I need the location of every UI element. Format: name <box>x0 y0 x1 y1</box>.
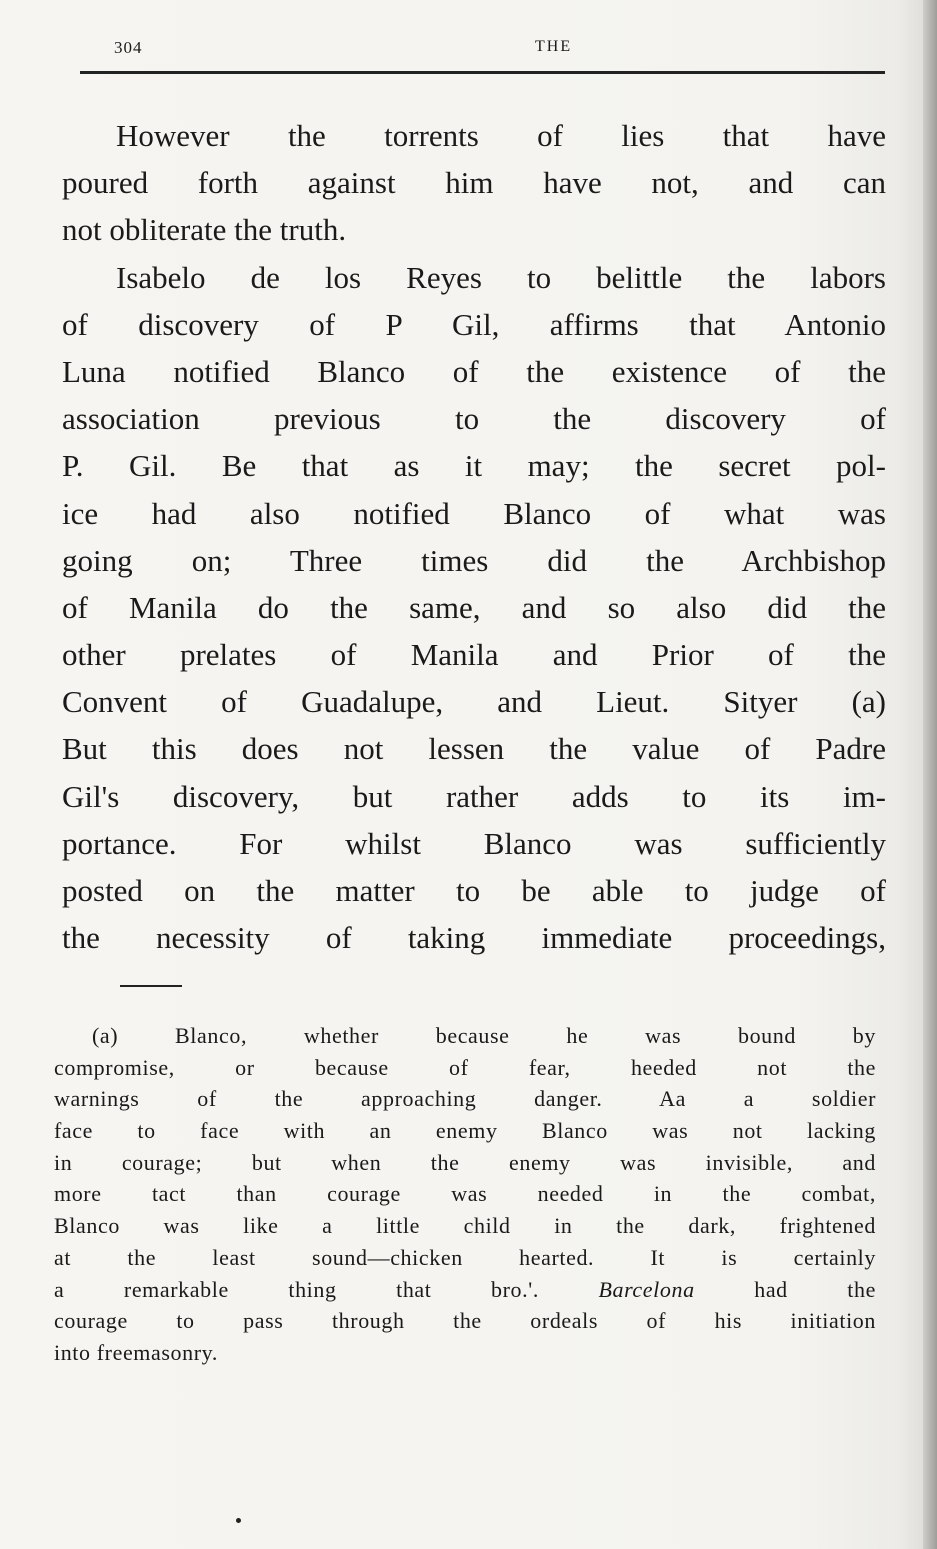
text-line: association previous to the discovery of <box>62 401 886 437</box>
body-text <box>62 112 886 961</box>
footnote <box>54 1020 876 1369</box>
text-line: of discovery of P Gil, affirms that Antonio <box>62 306 886 342</box>
footnote-line: compromise, or because of fear, heeded not the <box>54 1054 876 1080</box>
footnote-text: had the <box>694 1276 876 1302</box>
text-line: But this does not lessen the value of Padre <box>62 731 886 767</box>
text-line: poured forth against him have not, and can <box>62 165 886 201</box>
page-header <box>80 38 885 72</box>
footnote-line: courage to pass through the ordeals of his initiation <box>54 1308 876 1334</box>
header-rule <box>80 71 885 74</box>
text-line: Convent of Guadalupe, and Lieut. Sityer (a) <box>62 684 886 720</box>
page-edge-shadow <box>923 0 937 1549</box>
footnote-line: warnings of the approaching danger. Aa a soldier <box>54 1086 876 1112</box>
page-number: 304 <box>114 38 143 57</box>
footnote-line: at the least sound—chicken hearted. It is certainly <box>54 1244 876 1270</box>
text-line: posted on the matter to be able to judge of <box>62 873 886 908</box>
text-line: ice had also notified Blanco of what was <box>62 495 886 531</box>
running-head: THE <box>535 38 573 55</box>
footnote-text: a remarkable thing that bro.'. <box>54 1276 599 1302</box>
text-line: P. Gil. Be that as it may; the secret pol- <box>62 448 886 484</box>
text-line: going on; Three times did the Archbishop <box>62 542 886 578</box>
footnote-line <box>54 1274 876 1306</box>
footnote-line: face to face with an enemy Blanco was not lacking <box>54 1118 876 1144</box>
text-line: portance. For whilst Blanco was sufficiently <box>62 825 886 861</box>
text-line: Gil's discovery, but rather adds to its im- <box>62 778 886 814</box>
footnote-line: in courage; but when the enemy was invisible, and <box>54 1149 876 1175</box>
text-line: Isabelo de los Reyes to belittle the labors <box>116 259 886 295</box>
text-line: However the torrents of lies that have <box>116 118 886 153</box>
text-line: other prelates of Manila and Prior of the <box>62 637 886 673</box>
print-speck <box>236 1518 241 1523</box>
text-line: not obliterate the truth. <box>62 212 347 248</box>
footnote-line: into freemasonry. <box>54 1339 218 1365</box>
footnote-line: Blanco was like a little child in the dark, frightened <box>54 1213 876 1239</box>
footnote-rule <box>120 985 182 987</box>
text-line: Luna notified Blanco of the existence of the <box>62 353 886 389</box>
text-line: of Manila do the same, and so also did the <box>62 589 886 625</box>
footnote-italic-name: Barcelona <box>598 1276 695 1302</box>
footnote-line: more tact than courage was needed in the combat, <box>54 1181 876 1207</box>
footnote-line: (a) Blanco, whether because he was bound by <box>92 1023 876 1048</box>
text-line: the necessity of taking immediate proceedings, <box>62 920 886 956</box>
